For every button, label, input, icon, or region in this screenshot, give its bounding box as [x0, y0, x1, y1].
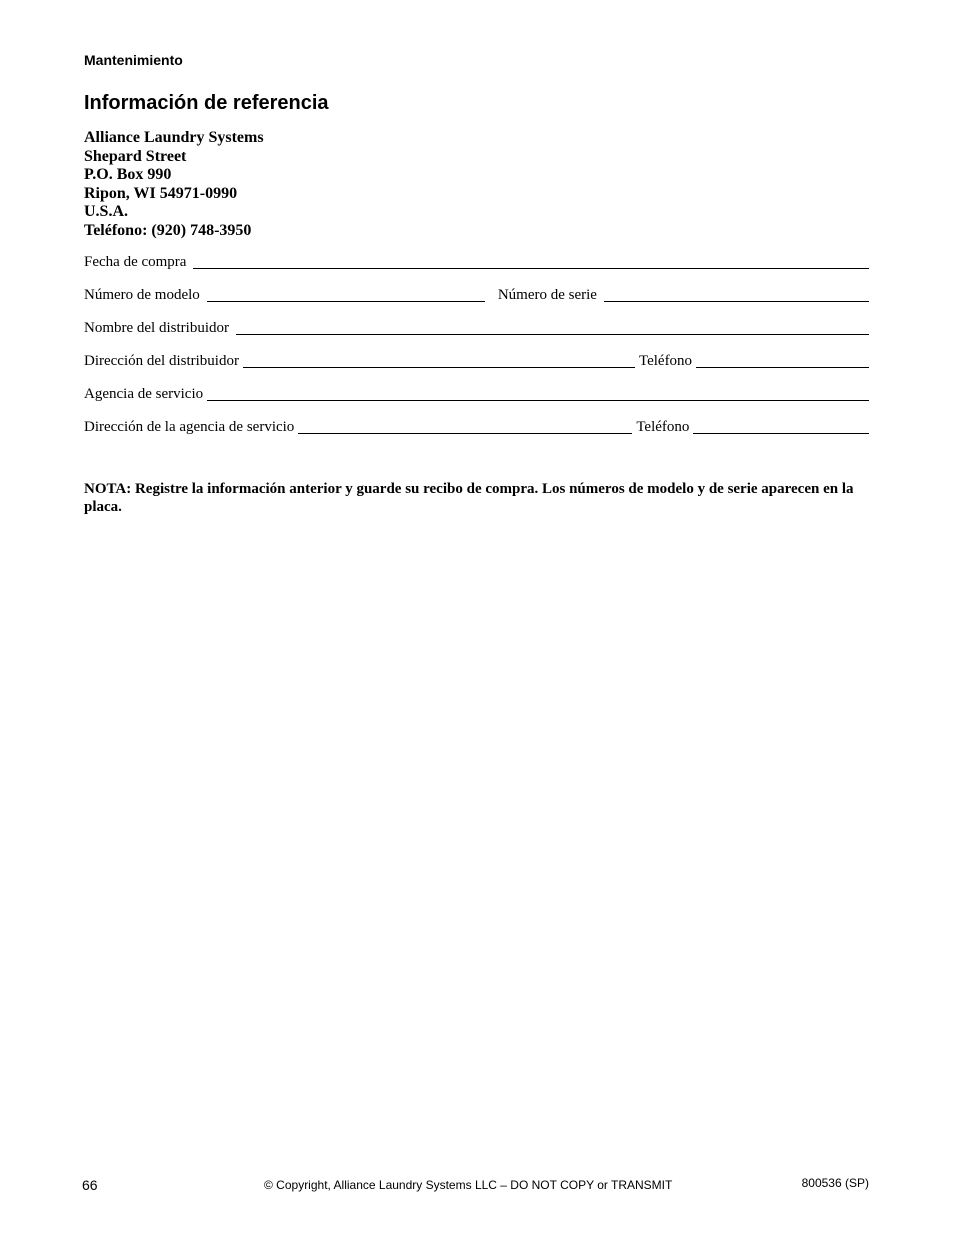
model-number-line[interactable]	[207, 301, 485, 302]
page-number: 66	[82, 1177, 98, 1193]
document-number: 800536 (SP)	[801, 1176, 869, 1190]
address-line-company: Alliance Laundry Systems	[84, 129, 264, 146]
purchase-date-row	[84, 254, 869, 271]
reference-form	[84, 254, 869, 436]
model-number-label: Número de modelo	[84, 287, 200, 303]
service-agency-phone-line[interactable]	[693, 433, 869, 434]
dealer-address-line[interactable]	[243, 367, 635, 368]
model-serial-row	[84, 271, 869, 304]
dealer-phone-line[interactable]	[696, 367, 869, 368]
address-line-phone: Teléfono: (920) 748-3950	[84, 221, 252, 239]
dealer-name-label: Nombre del distribuidor	[84, 320, 229, 336]
dealer-address-label: Dirección del distribuidor	[84, 353, 239, 369]
section-label: Mantenimiento	[84, 52, 183, 68]
dealer-address-row	[84, 337, 869, 370]
service-agency-address-row	[84, 403, 869, 436]
company-address	[84, 129, 264, 241]
purchase-date-line[interactable]	[193, 268, 869, 269]
service-agency-line[interactable]	[207, 400, 869, 401]
address-line-street: Shepard Street	[84, 147, 187, 165]
page-title: Información de referencia	[84, 92, 329, 114]
service-agency-label: Agencia de servicio	[84, 386, 204, 402]
note-paragraph: NOTA: Registre la información anterior y guarde su recibo de compra. Los números de modelo y de serie aparecen en la placa.	[84, 481, 854, 515]
service-agency-phone-label: Teléfono	[636, 419, 690, 435]
serial-number-label: Número de serie	[497, 287, 597, 303]
address-line-country: U.S.A.	[84, 203, 129, 221]
dealer-phone-label: Teléfono	[638, 353, 693, 369]
purchase-date-label: Fecha de compra	[84, 254, 187, 270]
dealer-name-row	[84, 304, 869, 337]
serial-number-line[interactable]	[604, 301, 869, 302]
copyright-notice: © Copyright, Alliance Laundry Systems LLC – DO NOT COPY or TRANSMIT	[264, 1178, 673, 1192]
address-line-city: Ripon, WI 54971-0990	[84, 184, 238, 202]
dealer-name-line[interactable]	[236, 334, 869, 335]
address-line-po-box: P.O. Box 990	[84, 166, 172, 184]
service-agency-address-label: Dirección de la agencia de servicio	[84, 419, 295, 435]
service-agency-row	[84, 370, 869, 403]
service-agency-address-line[interactable]	[298, 433, 632, 434]
